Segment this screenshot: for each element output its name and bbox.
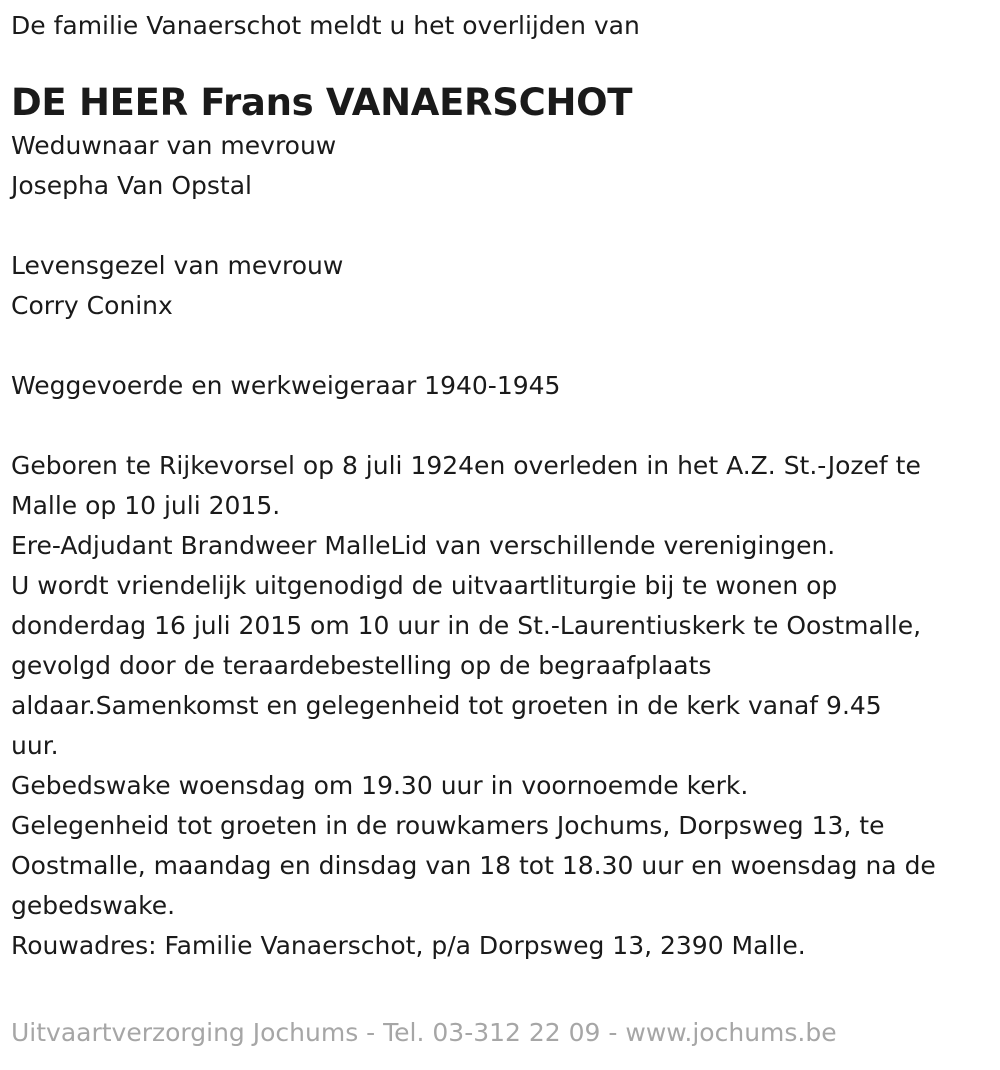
honors-line: Ere-Adjudant Brandweer MalleLid van verschillende verenigingen. [11,531,836,560]
funeral-line-5: uur. [11,731,59,760]
visit-line-1: Gelegenheid tot groeten in de rouwkamers Jochums, Dorpsweg 13, te [11,811,885,840]
spacer [11,406,991,446]
address-line: Rouwadres: Familie Vanaerschot, p/a Dorpsweg 13, 2390 Malle. [11,931,806,960]
war-note: Weggevoerde en werkweigeraar 1940-1945 [11,371,561,400]
intro-text: De familie Vanaerschot meldt u het overlijden van [11,11,640,40]
widower-line-2: Josepha Van Opstal [11,171,252,200]
partner-line-1: Levensgezel van mevrouw [11,251,344,280]
death-notice [11,6,991,966]
born-line-2: Malle op 10 juli 2015. [11,491,281,520]
funeral-line-4: aldaar.Samenkomst en gelegenheid tot groeten in de kerk vanaf 9.45 [11,691,882,720]
funeral-line-3: gevolgd door de teraardebestelling op de begraafplaats [11,651,712,680]
deceased-name: DE HEER Frans VANAERSCHOT [11,81,633,124]
visit-line-3: gebedswake. [11,891,176,920]
visit-line-2: Oostmalle, maandag en dinsdag van 18 tot 18.30 uur en woensdag na de [11,851,936,880]
notice-body [11,446,991,966]
partner-line-2: Corry Coninx [11,291,173,320]
born-line-1: Geboren te Rijkevorsel op 8 juli 1924en overleden in het A.Z. St.-Jozef te [11,451,921,480]
funeral-line-1: U wordt vriendelijk uitgenodigd de uitvaartliturgie bij te wonen op [11,571,838,600]
spacer [11,326,991,366]
spacer [11,206,991,246]
widower-line-1: Weduwnaar van mevrouw [11,131,337,160]
vigil-line: Gebedswake woensdag om 19.30 uur in voornoemde kerk. [11,771,749,800]
funeral-line-2: donderdag 16 juli 2015 om 10 uur in de St.-Laurentiuskerk te Oostmalle, [11,611,922,640]
funeral-home-footer: Uitvaartverzorging Jochums - Tel. 03-312 22 09 - www.jochums.be [11,1018,837,1047]
